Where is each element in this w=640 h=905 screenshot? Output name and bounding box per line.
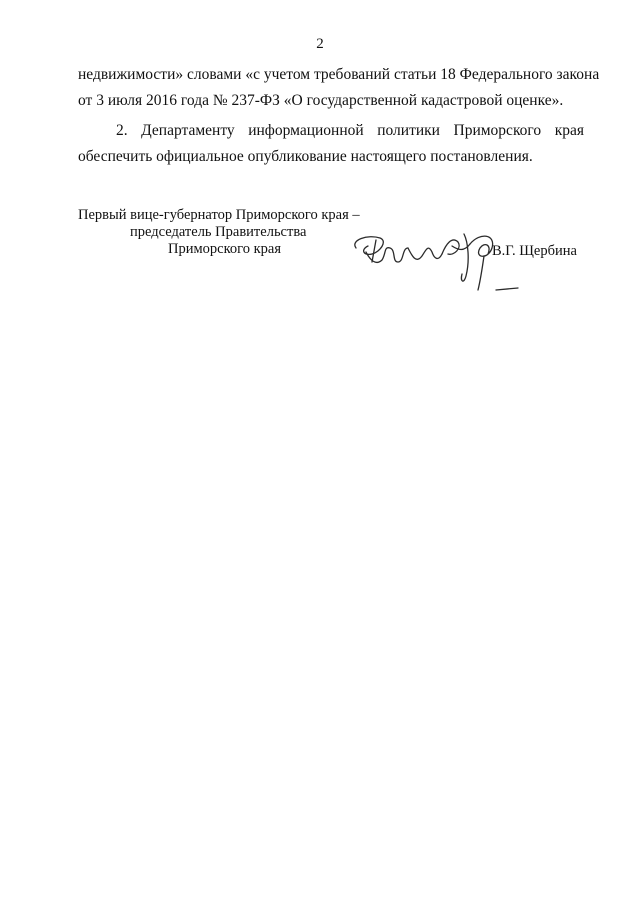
signer-position-line: председатель Правительства (130, 224, 307, 240)
signer-position-line: Первый вице-губернатор Приморского края – (78, 207, 360, 223)
paragraph-item-2 (78, 118, 584, 170)
paragraph-line: 2. Департаменту информационной политики Приморского края (116, 122, 584, 139)
paragraph-line: обеспечить официальное опубликование настоящего постановления. (78, 148, 533, 165)
paragraph-line: от 3 июля 2016 года № 237-ФЗ «О государственной кадастровой оценке». (78, 92, 564, 109)
signer-name: В.Г. Щербина (492, 243, 577, 259)
paragraph-continuation (78, 62, 600, 114)
handwritten-signature-icon (346, 226, 526, 296)
signer-position-line: Приморского края (168, 241, 282, 257)
signature-block (78, 206, 598, 296)
paragraph-line: недвижимости» словами «с учетом требований статьи 18 Федерального закона (78, 66, 600, 83)
page-number: 2 (316, 36, 324, 52)
